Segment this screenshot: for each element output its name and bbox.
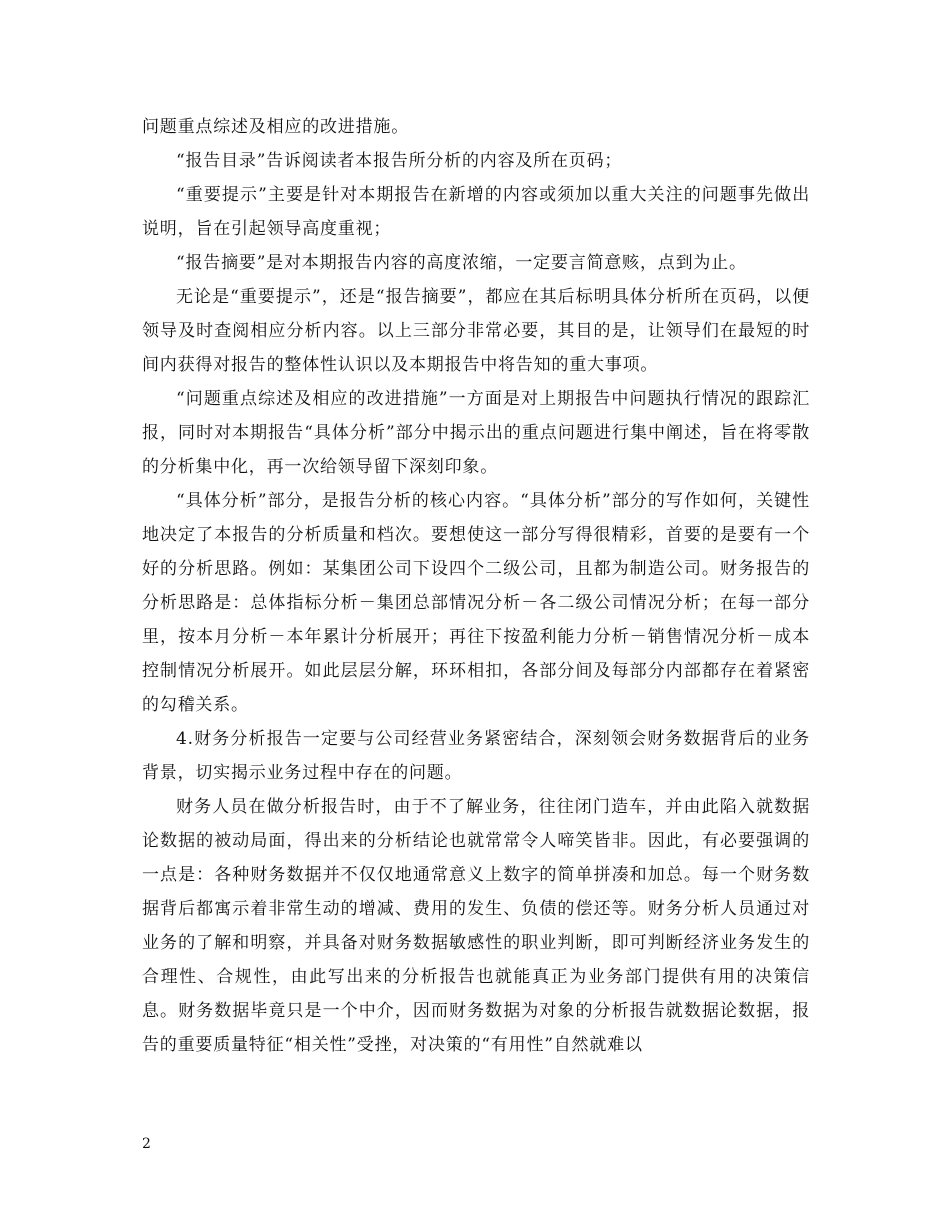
paragraph-4: “报告摘要”是对本期报告内容的高度浓缩，一定要言简意赅，点到为止。 <box>176 253 747 273</box>
page-number: 2 <box>142 1136 151 1152</box>
paragraph-8: 4.财务分析报告一定要与公司经营业务紧密结合，深刻领会财务数据背后的业务背景，切实揭示业务过程中存在的问题。 <box>142 729 810 783</box>
paragraph-6: “问题重点综述及相应的改进措施”一方面是对上期报告中问题执行情况的跟踪汇报，同时对本期报告“具体分析”部分中揭示出的重点问题进行集中阐述，旨在将零散的分析集中化，再一次给领导留下深刻印象。 <box>142 389 810 477</box>
paragraph-5: 无论是“重要提示”，还是“报告摘要”，都应在其后标明具体分析所在页码，以便领导及时查阅相应分析内容。以上三部分非常必要，其目的是，让领导们在最短的时间内获得对报告的整体性认识以及本期报告中将告知的重大事项。 <box>142 287 810 375</box>
paragraph-2: “报告目录”告诉阅读者本报告所分析的内容及所在页码； <box>176 151 623 171</box>
paragraph-9: 财务人员在做分析报告时，由于不了解业务，往往闭门造车，并由此陷入就数据论数据的被动局面，得出来的分析结论也就常常令人啼笑皆非。因此，有必要强调的一点是：各种财务数据并不仅仅地通常意义上数字的简单拼凑和加总。每一个财务数据背后都寓示着非常生动的增减、费用的发生、负债的偿还等。财务分析人员通过对业务的了解和明察，并具备对财务数据敏感性的职业判断，即可判断经济业务发生的合理性、合规性，由此写出来的分析报告也就能真正为业务部门提供有用的决策信息。财务数据毕竟只是一个中介，因而财务数据为对象的分析报告就数据论数据，报告的重要质量特征“相关性”受挫，对决策的“有用性”自然就难以 <box>142 797 810 1055</box>
paragraph-7: “具体分析”部分，是报告分析的核心内容。“具体分析”部分的写作如何，关键性地决定了本报告的分析质量和档次。要想使这一部分写得很精彩，首要的是要有一个好的分析思路。例如：某集团公司下设四个二级公司，且都为制造公司。财务报告的分析思路是：总体指标分析－集团总部情况分析－各二级公司情况分析；在每一部分里，按本月分析－本年累计分析展开；再往下按盈利能力分析－销售情况分析－成本控制情况分析展开。如此层层分解，环环相扣，各部分间及每部分内部都存在着紧密的勾稽关系。 <box>142 491 810 715</box>
paragraph-3: “重要提示”主要是针对本期报告在新增的内容或须加以重大关注的问题事先做出说明，旨在引起领导高度重视； <box>142 185 810 239</box>
paragraph-1: 问题重点综述及相应的改进措施。 <box>142 117 409 137</box>
document-body <box>142 110 810 1062</box>
